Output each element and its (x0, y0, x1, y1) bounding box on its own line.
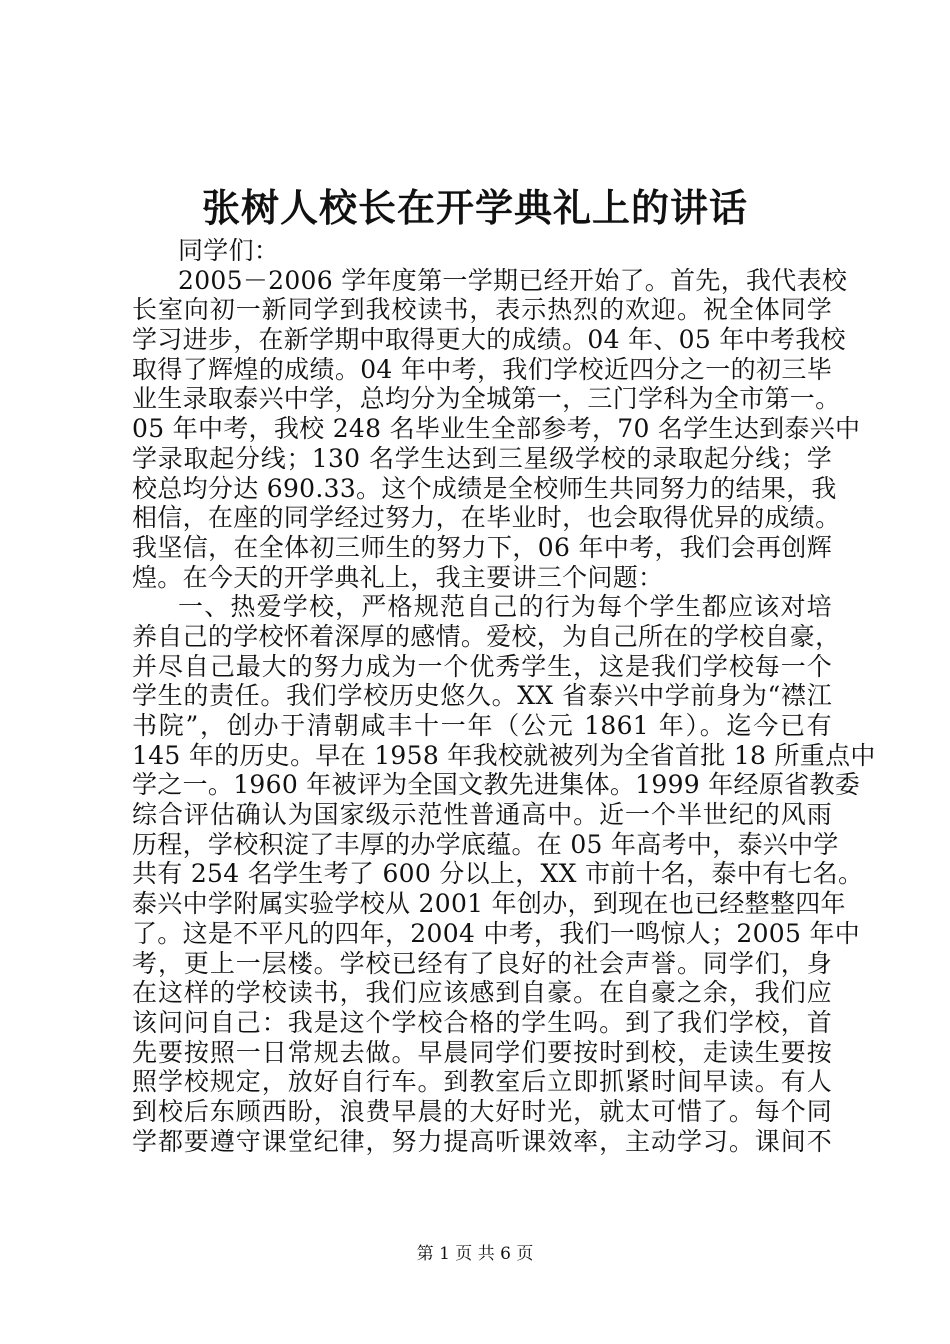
body-line: 泰兴中学附属实验学校从 2001 年创办，到现在也已经整整四年 (132, 889, 846, 919)
body-line: 该问问自己：我是这个学校合格的学生吗。到了我们学校，首 (132, 1007, 832, 1037)
body-line: 综合评估确认为国家级示范性普通高中。近一个半世纪的风雨 (132, 800, 832, 830)
body-line: 养自己的学校怀着深厚的感情。爱校，为自己所在的学校自豪， (132, 621, 841, 651)
body-line: 并尽自己最大的努力成为一个优秀学生，这是我们学校每一个 (132, 651, 832, 681)
body-line: 在这样的学校读书，我们应该感到自豪。在自豪之余，我们应 (132, 978, 832, 1008)
body-line: 业生录取泰兴中学，总均分为全城第一，三门学科为全市第一。 (132, 384, 841, 414)
page-number-footer: 第 1 页 共 6 页 (416, 1244, 534, 1264)
salutation-line: 同学们： (178, 236, 280, 265)
body-line: 我坚信，在全体初三师生的努力下，06 年中考，我们会再创辉 (132, 532, 832, 562)
body-line: 学都要遵守课堂纪律，努力提高听课效率，主动学习。课间不 (132, 1126, 832, 1156)
body-line: 学之一。1960 年被评为全国文教先进集体。1999 年经原省教委 (132, 770, 861, 800)
body-line: 05 年中考，我校 248 名毕业生全部参考，70 名学生达到泰兴中 (132, 414, 861, 444)
body-line: 长室向初一新同学到我校读书，表示热烈的欢迎。祝全体同学 (132, 295, 832, 325)
body-line: 先要按照一日常规去做。早晨同学们要按时到校，走读生要按 (132, 1037, 832, 1067)
body-line: 考，更上一层楼。学校已经有了良好的社会声誉。同学们，身 (132, 948, 832, 978)
body-line: 到校后东顾西盼，浪费早晨的大好时光，就太可惜了。每个同 (132, 1096, 832, 1126)
body-line: 照学校规定，放好自行车。到教室后立即抓紧时间早读。有人 (132, 1067, 832, 1097)
body-line: 校总均分达 690.33。这个成绩是全校师生共同努力的结果，我 (132, 473, 837, 503)
body-line: 取得了辉煌的成绩。04 年中考，我们学校近四分之一的初三毕 (132, 354, 832, 384)
body-line: 学习进步，在新学期中取得更大的成绩。04 年、05 年中考我校 (132, 325, 846, 355)
body-line: 书院”，创办于清朝咸丰十一年（公元 1861 年）。迄今已有 (132, 711, 832, 740)
body-line: 共有 254 名学生考了 600 分以上，XX 市前十名，泰中有七名。 (132, 859, 864, 889)
body-line: 煌。在今天的开学典礼上，我主要讲三个问题： (132, 562, 664, 592)
document-body (132, 236, 876, 1156)
body-line: 学录取起分线；130 名学生达到三星级学校的录取起分线；学 (132, 443, 832, 473)
body-line: 学生的责任。我们学校历史悠久。XX 省泰兴中学前身为“襟江 (132, 681, 832, 711)
body-line: 相信，在座的同学经过努力，在毕业时，也会取得优异的成绩。 (132, 503, 841, 533)
document-title: 张树人校长在开学典礼上的讲话 (201, 185, 748, 230)
body-line: 145 年的历史。早在 1958 年我校就被列为全省首批 18 所重点中 (132, 740, 876, 770)
section-heading-line: 一、热爱学校，严格规范自己的行为每个学生都应该对培 (178, 592, 832, 622)
body-line: 历程，学校积淀了丰厚的办学底蕴。在 05 年高考中，泰兴中学 (132, 829, 839, 859)
body-line: 了。这是不平凡的四年，2004 中考，我们一鸣惊人；2005 年中 (132, 918, 861, 948)
body-line: 2005－2006 学年度第一学期已经开始了。首先，我代表校 (178, 265, 848, 295)
